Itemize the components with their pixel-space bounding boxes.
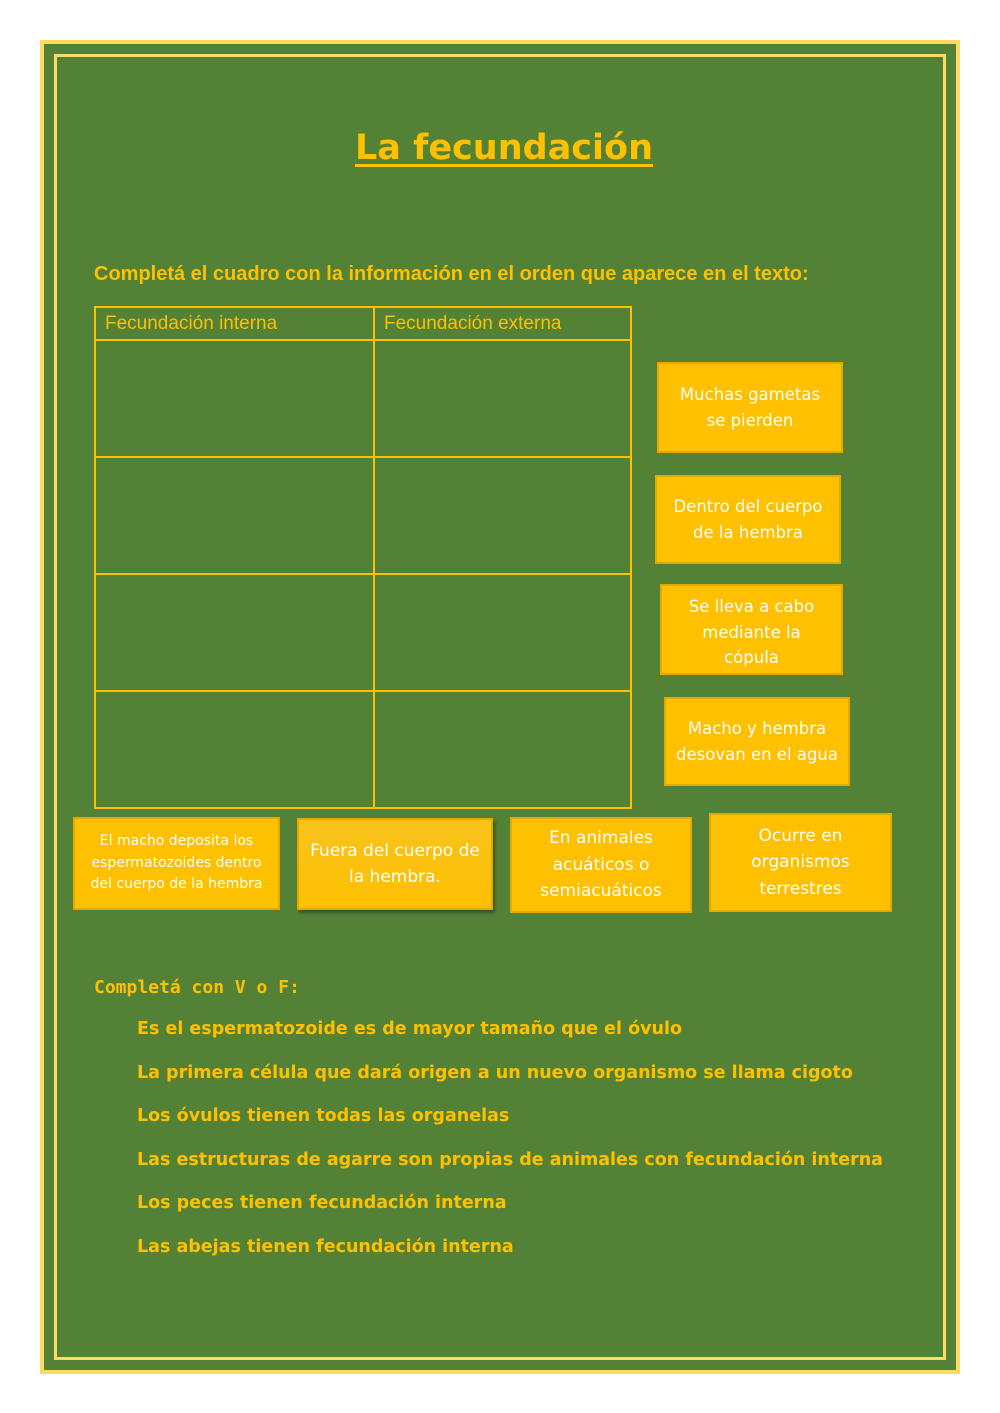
- statement-item: Las estructuras de agarre son propias de animales con fecundación interna: [137, 1149, 883, 1170]
- statement-item: Las abejas tienen fecundación interna: [137, 1236, 514, 1257]
- drop-cell-external-1[interactable]: [374, 340, 631, 457]
- drop-cell-internal-2[interactable]: [95, 457, 374, 574]
- drop-cell-internal-1[interactable]: [95, 340, 374, 457]
- draggable-card[interactable]: Macho y hembra desovan en el agua: [664, 697, 850, 786]
- table-row: [95, 691, 631, 808]
- tf-instruction: Completá con V o F:: [94, 977, 300, 998]
- drop-cell-external-3[interactable]: [374, 574, 631, 691]
- drop-cell-internal-4[interactable]: [95, 691, 374, 808]
- true-false-list: [137, 1019, 883, 1281]
- draggable-card[interactable]: El macho deposita los espermatozoides dentro del cuerpo de la hembra: [73, 817, 280, 910]
- table-instruction: Completá el cuadro con la información en el orden que aparece en el texto:: [94, 263, 809, 285]
- table-row: [95, 574, 631, 691]
- draggable-card[interactable]: Fuera del cuerpo de la hembra.: [297, 818, 493, 910]
- drop-cell-external-2[interactable]: [374, 457, 631, 574]
- drop-cell-internal-3[interactable]: [95, 574, 374, 691]
- table-row: [95, 457, 631, 574]
- worksheet: [40, 40, 960, 1374]
- table-row: [95, 340, 631, 457]
- header-external: Fecundación externa: [374, 307, 631, 340]
- draggable-card[interactable]: Se lleva a cabo mediante la cópula: [660, 584, 843, 675]
- header-internal: Fecundación interna: [95, 307, 374, 340]
- draggable-card[interactable]: En animales acuáticos o semiacuáticos: [510, 817, 692, 913]
- statement-item: Los peces tienen fecundación interna: [137, 1193, 507, 1214]
- page-title: La fecundación: [354, 128, 654, 168]
- classification-table: [94, 306, 632, 809]
- draggable-card[interactable]: Ocurre en organismos terrestres: [709, 813, 892, 912]
- table-header-row: [95, 307, 631, 340]
- statement-item: La primera célula que dará origen a un nuevo organismo se llama cigoto: [137, 1062, 853, 1083]
- statement-item: Los óvulos tienen todas las organelas: [137, 1106, 510, 1127]
- draggable-card[interactable]: Dentro del cuerpo de la hembra: [655, 475, 841, 564]
- statement-item: Es el espermatozoide es de mayor tamaño que el óvulo: [137, 1019, 682, 1039]
- draggable-card[interactable]: Muchas gametas se pierden: [657, 362, 843, 453]
- drop-cell-external-4[interactable]: [374, 691, 631, 808]
